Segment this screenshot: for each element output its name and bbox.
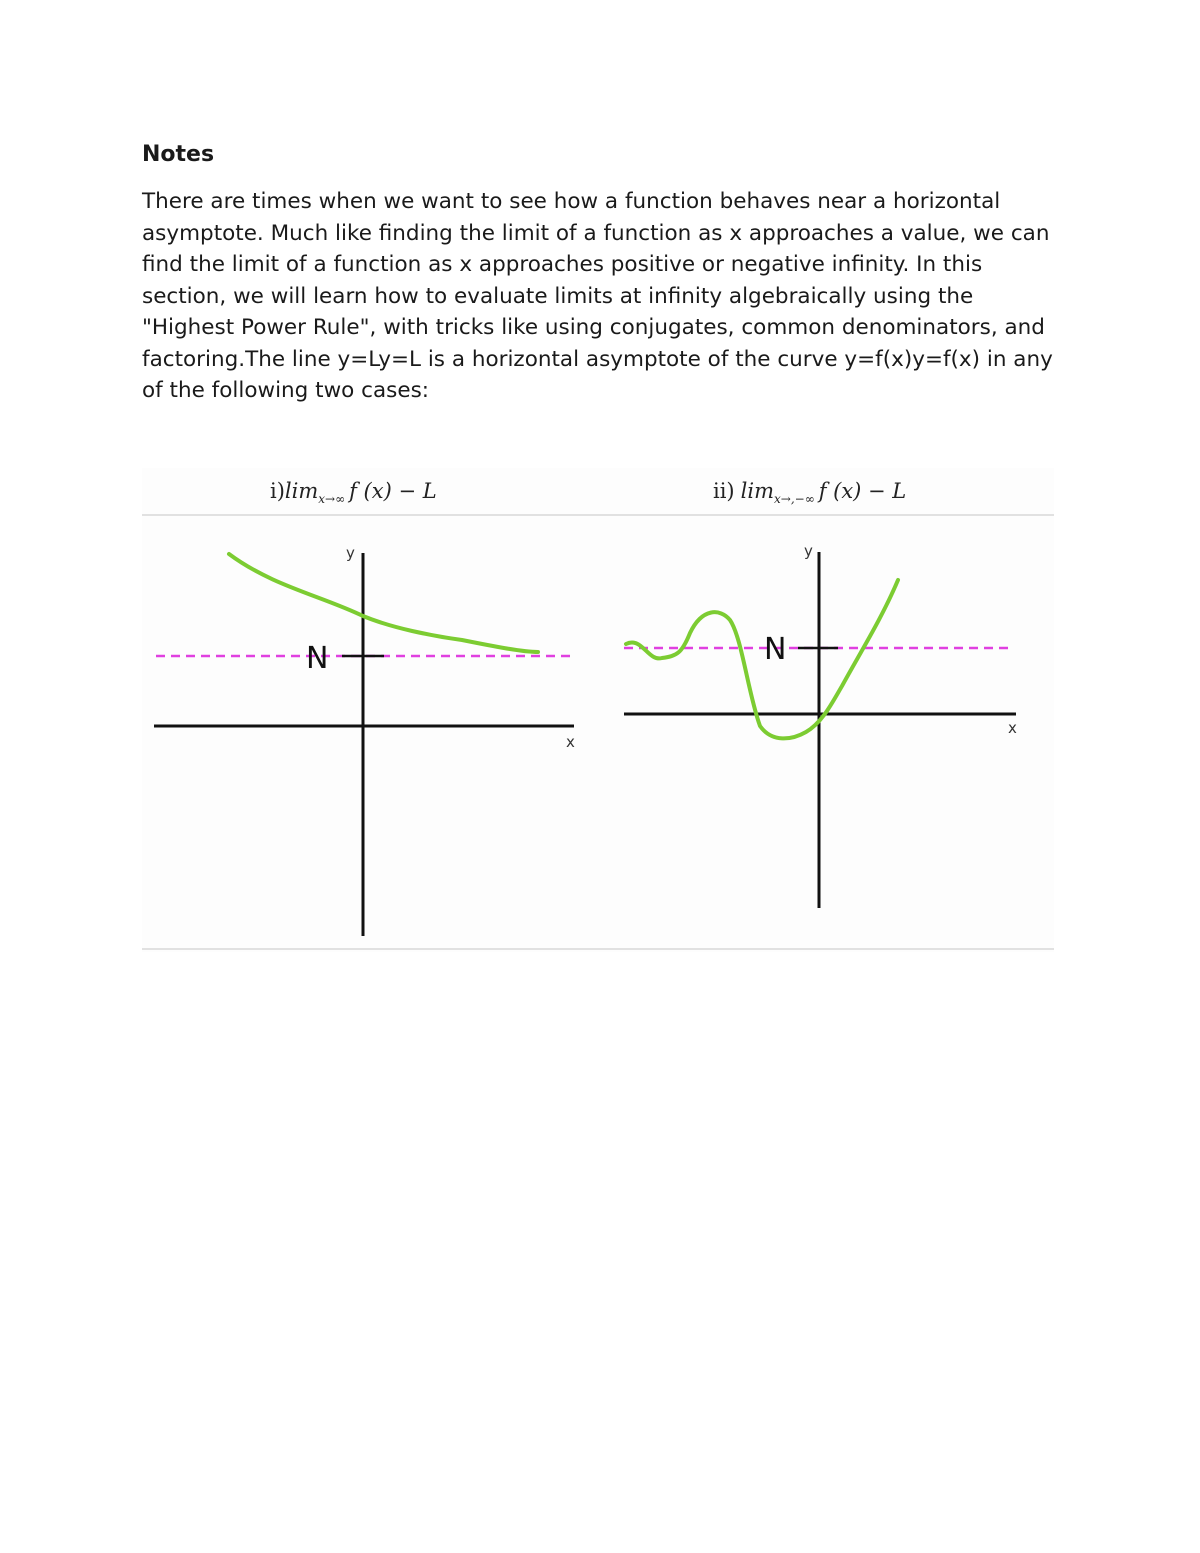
notes-paragraph: There are times when we want to see how a function behaves near a horizontal asymptote. Much like finding the limit of a function as x approaches a value, we can find the limit of a function as x approaches positive or negative infinity. In this section, we will learn how to evaluate limits at infinity algebraically using the "Highest Power Rule", with tricks like using conjugates, common denominators, and factoring.The line y=Ly=L is a horizontal asymptote of the curve y=f(x)y=f(x) in any of the following two cases: — [142, 189, 1053, 403]
panel-1-n-label: N — [306, 641, 329, 676]
panel-1-prefix: i) — [270, 479, 285, 503]
panel-1-y-label: y — [346, 544, 355, 562]
panel-2-lim: lim — [740, 479, 774, 503]
panel-2-y-label: y — [804, 542, 813, 560]
page-body — [142, 138, 1072, 407]
asymptote-figure — [142, 468, 1054, 952]
panel-1-x-label: x — [566, 733, 575, 751]
panel-2-x-label: x — [1008, 719, 1017, 737]
asymptote-figure-svg — [142, 468, 1054, 952]
panel-1-lim: lim — [284, 479, 319, 503]
panel-2-prefix: ii) — [713, 479, 735, 503]
panel-2-subscript: x→,−∞ — [774, 492, 815, 506]
panel-2-n-label: N — [764, 632, 787, 667]
panel-2-expression: f (x) − L — [818, 479, 907, 503]
panel-1-expression: f (x) − L — [349, 479, 437, 503]
notes-heading: Notes — [142, 142, 215, 167]
panel-1-subscript: x→∞ — [318, 492, 346, 506]
panel-1-title — [270, 479, 437, 506]
